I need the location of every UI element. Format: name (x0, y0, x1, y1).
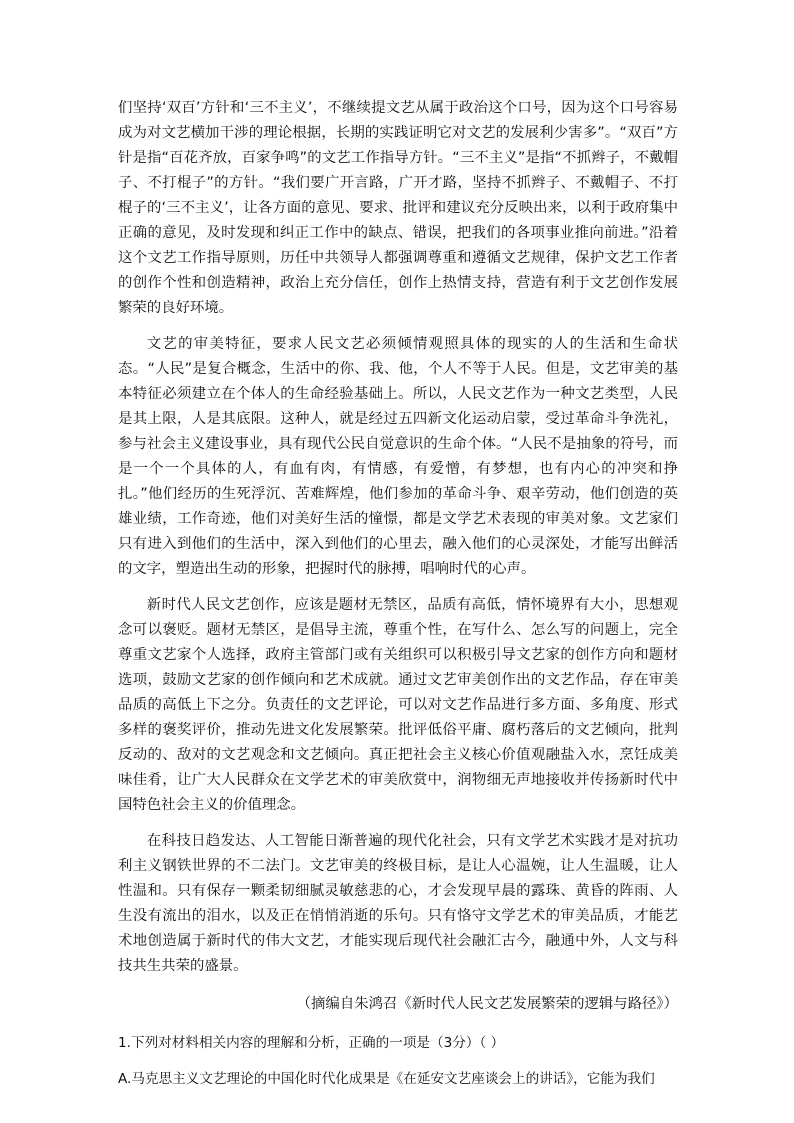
paragraph-aesthetic-features: 文艺的审美特征，要求人民文艺必须倾情观照具体的现实的人的生活和生命状态。“人民”是复合概念，生活中的你、我、他，个人不等于人民。但是，文艺审美的基本特征必须建立在个体人的生命经验基础上。所以，人民文艺作为一种文艺类型，人民是其上限，人是其底限。这种人，就是经过五四新文化运动启蒙，受过革命斗争洗礼，参与社会主义建设事业，具有现代公民自觉意识的生命个体。“人民不是抽象的符号，而是一个一个具体的人，有血有肉，有情感，有爱憎，有梦想，也有内心的冲突和挣扎。”他们经历的生死浮沉、苦难辉煌，他们参加的革命斗争、艰辛劳动，他们创造的英雄业绩，工作奇迹，他们对美好生活的憧憬，都是文学艺术表现的审美对象。文艺家们只有进入到他们的生活中，深入到他们的心里去，融入他们的心灵深处，才能写出鲜活的文字，塑造出生动的形象，把握时代的脉搏，唱响时代的心声。 (118, 336, 678, 577)
paragraph-continuation: 们坚持‘双百’方针和‘三不主义’，不继续提文艺从属于政治这个口号，因为这个口号容易成为对文艺横加干涉的理论根据，长期的实践证明它对文艺的发展利少害多”。“双百”方针是指“百花齐放，百家争鸣”的文艺工作指导方针。“三不主义”是指“不抓辫子，不戴帽子、不打棍子”的方针。“我们要广开言路，广开才路，坚持不抓辫子、不戴帽子、不打棍子的‘三不主义’，让各方面的意见、要求、批评和建议充分反映出来，以利于政府集中正确的意见，及时发现和纠正工作中的缺点、错误，把我们的各项事业推向前进。”沿着这个文艺工作指导原则，历任中共领导人都强调尊重和遵循文艺规律，保护文艺工作者的创作个性和创造精神，政治上充分信任，创作上热情支持，营造有利于文艺创作发展繁荣的良好环境。 (118, 100, 678, 316)
paragraph-technology-society: 在科技日趋发达、人工智能日渐普遍的现代化社会，只有文学艺术实践才是对抗功利主义钢铁世界的不二法门。文艺审美的终极目标，是让人心温婉，让人生温暖，让人性温和。只有保存一颗柔韧细腻灵敏慈悲的心，才会发现早晨的露珠、黄昏的阵雨、人生没有流出的泪水，以及正在悄悄消逝的乐句。只有恪守文学艺术的审美品质，才能艺术地创造属于新时代的伟大文艺，才能实现后现代社会融汇古今，融通中外，人文与科技共生共荣的盛景。 (118, 833, 678, 974)
paragraph-new-era-creation: 新时代人民文艺创作，应该是题材无禁区，品质有高低，情怀境界有大小，思想观念可以褒贬。题材无禁区，是倡导主流，尊重个性，在写什么、怎么写的问题上，完全尊重文艺家个人选择，政府主管部门或有关组织可以积极引导文艺家的创作方向和题材选项，鼓励文艺家的创作倾向和艺术成就。通过文艺审美创作出的文艺作品，存在审美品质的高低上下之分。负责任的文艺评论，可以对文艺作品进行多方面、多角度、形式多样的褒奖评价，推动先进文化发展繁荣。批评低俗平庸、腐朽落后的文艺倾向，批判反动的、敌对的文艺观念和文艺倾向。真正把社会主义核心价值观融盐入水，烹饪成美味佳肴，让广大人民群众在文学艺术的审美欣赏中，润物细无声地接收并传扬新时代中国特色社会主义的价值理念。 (118, 597, 678, 813)
source-citation: （摘编自朱鸿召《新时代人民文艺发展繁荣的逻辑与路径》） (296, 996, 678, 1012)
document-page (118, 96, 678, 1092)
question-1: 1.下列对材料相关内容的理解和分析，正确的一项是（3分）（ ） (118, 1035, 505, 1051)
option-a: A.马克思主义文艺理论的中国化时代化成果是《在延安文艺座谈会上的讲话》，它能为我们 (118, 1071, 655, 1087)
